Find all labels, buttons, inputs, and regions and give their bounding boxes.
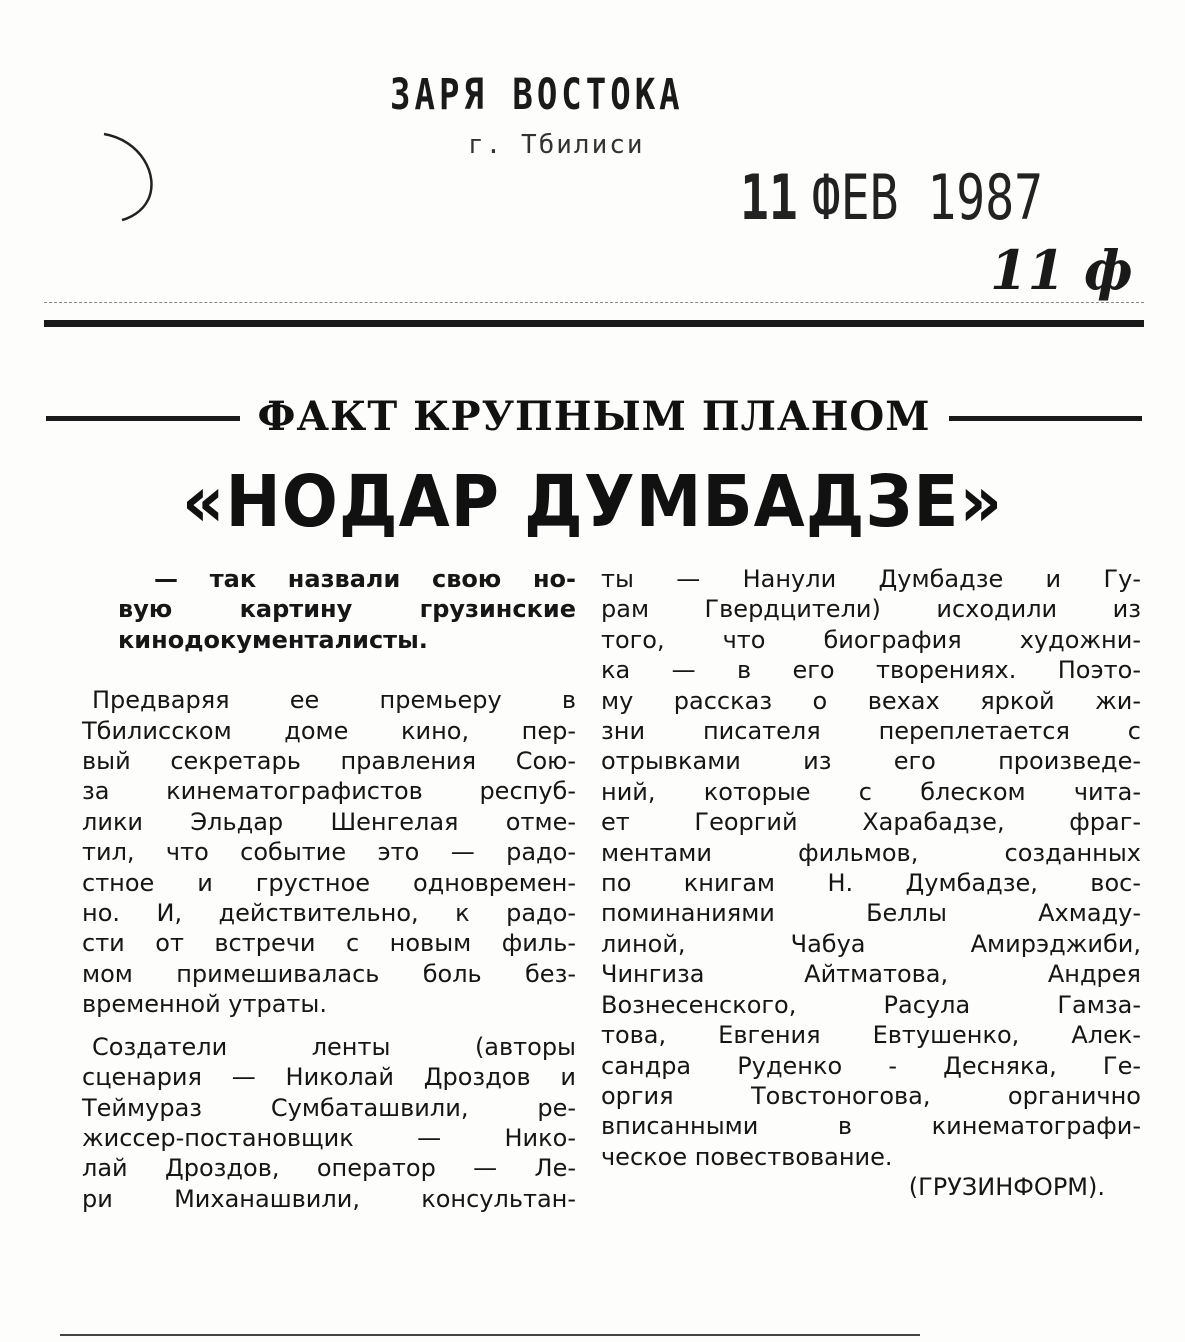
text-line: Создатели ленты (авторы (92, 1032, 576, 1061)
newspaper-stamp-city: г. Тбилиси (468, 130, 645, 160)
lead-paragraph (82, 564, 576, 655)
top-divider-rule (44, 320, 1144, 327)
rubric-line-left (46, 416, 240, 421)
text-line: ний, которые с блеском чита- (601, 777, 1141, 806)
text-line: ческое повествование. (601, 1142, 893, 1171)
text-line: ментами фильмов, созданных (601, 838, 1141, 867)
text-line: ка — в его творениях. Поэто- (601, 656, 1141, 685)
text-line: но. И, действительно, к радо- (82, 899, 576, 928)
rubric-title: ФАКТ КРУПНЫМ ПЛАНОМ (257, 392, 931, 440)
text-line: ты — Нанули Думбадзе и Гу- (601, 565, 1141, 593)
news-agency-source: (ГРУЗИНФОРМ). (908, 1173, 1105, 1202)
text-line: тил, что событие это — радо- (82, 838, 576, 867)
handwritten-reference-mark: 11 ф (990, 238, 1133, 302)
text-line: временной утраты. (82, 990, 327, 1019)
text-line: Теймураз Сумбаташвили, ре- (82, 1093, 576, 1122)
text-line: сандра Руденко - Десняка, Ге- (601, 1051, 1141, 1080)
stamp-date-day: 11 (740, 162, 798, 235)
text-line: жиссер-постановщик — Нико- (82, 1123, 576, 1152)
text-line: поминаниями Беллы Ахмаду- (601, 899, 1141, 928)
text-line: вый секретарь правления Сою- (82, 747, 576, 776)
pen-scribble-icon (100, 120, 170, 230)
text-line: линой, Чабуа Амирэджиби, (601, 929, 1141, 958)
text-line: того, что биография художни- (601, 625, 1141, 654)
article-column-left (82, 564, 576, 1214)
stamp-date-month-year: ФЕВ 1987 (811, 162, 1043, 235)
body-paragraph-1 (82, 685, 576, 1019)
paragraph-gap (82, 1020, 576, 1032)
text-line: вую картину грузинские (118, 595, 576, 624)
text-line: Чингиза Айтматова, Андрея (601, 960, 1141, 989)
stamp-date (740, 162, 1043, 235)
text-line: за кинематографистов респуб- (82, 777, 576, 806)
rubric-line-right (949, 416, 1143, 421)
article-headline: «НОДАР ДУМБАДЗЕ» (181, 460, 1004, 544)
text-line: Предваряя ее премьеру в (92, 686, 576, 715)
body-paragraph-2 (82, 1032, 576, 1214)
text-line: лай Дроздов, оператор — Ле- (82, 1154, 576, 1183)
text-line: ет Георгий Харабадзе, фраг- (601, 808, 1141, 837)
text-line: мом примешивалась боль без- (82, 959, 576, 988)
text-line: отрывками из его произведе- (601, 747, 1141, 776)
newspaper-stamp-title: ЗАРЯ ВОСТОКА (390, 70, 684, 120)
text-line: Тбилисском доме кино, пер- (82, 716, 576, 745)
text-line: Вознесенского, Расула Гамза- (601, 990, 1141, 1019)
text-line: му рассказ о вехах яркой жи- (601, 686, 1141, 715)
text-line: — так назвали свою но- (154, 565, 576, 593)
rubric (46, 386, 1142, 446)
text-line: оргия Товстоногова, органично (601, 1081, 1141, 1110)
article-column-right (601, 564, 1141, 1203)
paragraph-gap (82, 655, 576, 685)
text-line: стное и грустное одновремен- (82, 868, 576, 897)
text-line: сценария — Николай Дроздов и (82, 1063, 576, 1092)
text-line: кинодокументалисты. (118, 625, 428, 654)
text-line: това, Евгения Евтушенко, Алек- (601, 1021, 1141, 1050)
text-line: лики Эльдар Шенгелая отме- (82, 807, 576, 836)
text-line: рам Гвердцители) исходили из (601, 595, 1141, 624)
bottom-rule (60, 1334, 920, 1336)
dashed-separator (44, 302, 1144, 304)
text-line: зни писателя переплетается с (601, 717, 1141, 746)
text-line: сти от встречи с новым филь- (82, 929, 576, 958)
text-line: по книгам Н. Думбадзе, вос- (601, 869, 1141, 898)
text-line: ри Миханашвили, консультан- (82, 1184, 576, 1213)
text-line: вписанными в кинематографи- (601, 1112, 1141, 1141)
